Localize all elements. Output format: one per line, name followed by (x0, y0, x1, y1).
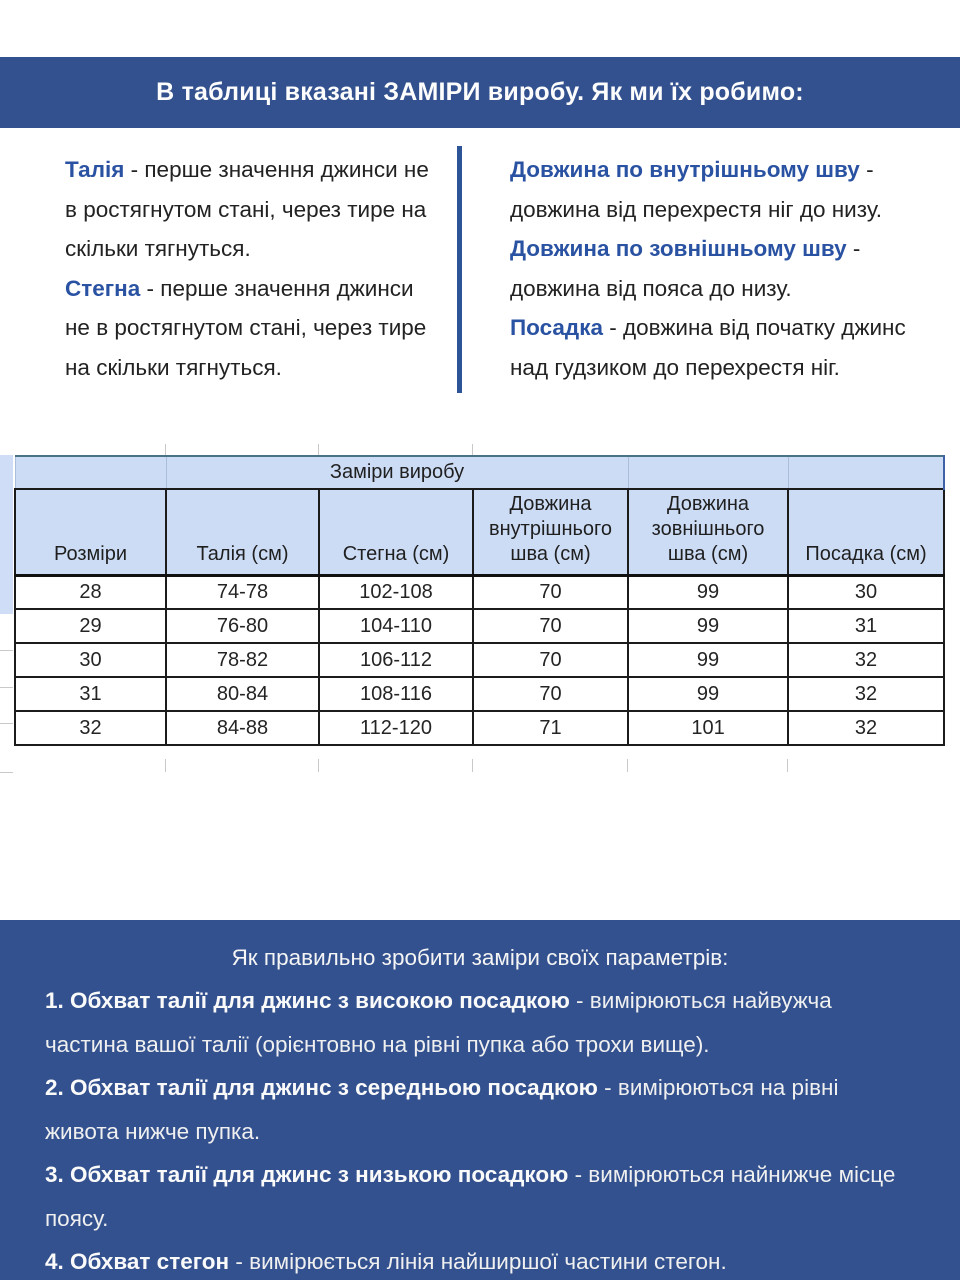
cell-inseam: 70 (473, 643, 628, 677)
footer-item-lead: 2. Обхват талії для джинс з середньою посадкою (45, 1075, 598, 1100)
header-banner (0, 57, 960, 128)
column-header-hips: Стегна (см) (319, 489, 473, 575)
footer-item-text: - вимірюється лінія найширшої частини стегон. (229, 1249, 727, 1274)
cell-inseam: 70 (473, 677, 628, 711)
definitions-right-column (510, 150, 912, 388)
cell-rise: 30 (788, 575, 944, 609)
footer-item-lead: 4. Обхват стегон (45, 1249, 230, 1274)
table-row (15, 609, 944, 643)
cell-inseam: 70 (473, 575, 628, 609)
band-cell-empty (15, 456, 166, 489)
gridline-stub (0, 723, 13, 724)
footer-item-mid-rise (45, 1066, 913, 1153)
cell-size: 30 (15, 643, 166, 677)
cell-rise: 32 (788, 711, 944, 745)
definition-text: - довжина від перехрестя ніг до низу. (510, 157, 883, 222)
definition-text: - перше значення джинси не в ростягнутом стані, через тире на скільки тягнуться. (65, 157, 429, 262)
gridline-stub (472, 759, 473, 772)
cell-waist: 78-82 (166, 643, 319, 677)
definition-term: Посадка (510, 315, 603, 341)
cell-hips: 102-108 (319, 575, 473, 609)
cell-outseam: 99 (628, 677, 788, 711)
definition-hips (65, 269, 435, 388)
column-header-inseam: Довжина внутрішнього шва (см) (473, 489, 628, 575)
cell-rise: 32 (788, 677, 944, 711)
footer-item-lead: 3. Обхват талії для джинс з низькою посадкою (45, 1162, 569, 1187)
definition-text: - довжина від пояса до низу. (510, 236, 861, 301)
cell-size: 28 (15, 575, 166, 609)
footer-item-high-rise (45, 979, 913, 1066)
cell-outseam: 99 (628, 575, 788, 609)
cell-rise: 32 (788, 643, 944, 677)
cell-waist: 84-88 (166, 711, 319, 745)
cell-outseam: 99 (628, 609, 788, 643)
definition-text: - довжина від початку джинс над гудзиком до перехрестя ніг. (510, 315, 906, 380)
definition-outseam (510, 229, 912, 308)
spreadsheet-row-header-strip (0, 455, 13, 614)
table-row (15, 677, 944, 711)
definitions-left-column (65, 150, 435, 388)
gridline-stub (165, 444, 166, 455)
cell-hips: 106-112 (319, 643, 473, 677)
gridline-stub (165, 759, 166, 772)
footer-item-text: - вимірюються найвужча частина вашої талії (орієнтовно на рівні пупка або трохи вище). (45, 988, 832, 1057)
column-header-sizes: Розміри (15, 489, 166, 575)
gridline-stub (0, 650, 13, 651)
definition-inseam (510, 150, 912, 229)
cell-outseam: 99 (628, 643, 788, 677)
definition-waist (65, 150, 435, 269)
table-row (15, 643, 944, 677)
cell-size: 31 (15, 677, 166, 711)
cell-waist: 76-80 (166, 609, 319, 643)
footer-item-text: - вимірюються на рівні живота нижче пупка. (45, 1075, 839, 1144)
table-band-title: Заміри виробу (166, 456, 628, 489)
cell-inseam: 71 (473, 711, 628, 745)
gridline-stub (318, 444, 319, 455)
size-table (14, 455, 945, 746)
cell-size: 29 (15, 609, 166, 643)
definition-text: - перше значення джинси не в ростягнутом стані, через тире на скільки тягнуться. (65, 275, 427, 380)
table-header-row (15, 489, 944, 575)
page-title: В таблиці вказані ЗАМІРИ виробу. Як ми їх робимо: (156, 78, 804, 106)
cell-waist: 74-78 (166, 575, 319, 609)
cell-size: 32 (15, 711, 166, 745)
definition-term: Довжина по зовнішньому шву (510, 236, 847, 262)
footer-item-low-rise (45, 1153, 913, 1240)
footer-item-lead: 1. Обхват талії для джинс з високою посадкою (45, 988, 570, 1013)
cell-waist: 80-84 (166, 677, 319, 711)
cell-hips: 104-110 (319, 609, 473, 643)
gridline-stub (0, 687, 13, 688)
gridline-stub (472, 444, 473, 455)
cell-outseam: 101 (628, 711, 788, 745)
column-header-waist: Талія (см) (166, 489, 319, 575)
band-cell-empty (628, 456, 788, 489)
band-cell-empty (788, 456, 944, 489)
footer-item-hips (45, 1240, 913, 1284)
table-row (15, 711, 944, 745)
gridline-stub (787, 759, 788, 772)
footer-item-text: - вимірюються найнижче місце поясу. (45, 1162, 896, 1231)
gridline-stub (0, 772, 13, 773)
cell-rise: 31 (788, 609, 944, 643)
cell-hips: 108-116 (319, 677, 473, 711)
footer-instructions (0, 920, 960, 1280)
gridline-stub (318, 759, 319, 772)
vertical-divider (457, 146, 462, 393)
gridline-stub (627, 759, 628, 772)
footer-intro: Як правильно зробити заміри своїх параметрів: (231, 945, 729, 970)
definition-term: Стегна (65, 275, 141, 301)
table-band-row (15, 456, 944, 489)
column-header-outseam: Довжина зовнішнього шва (см) (628, 489, 788, 575)
cell-hips: 112-120 (319, 711, 473, 745)
definition-rise (510, 308, 912, 387)
definition-term: Довжина по внутрішньому шву (510, 157, 860, 182)
definition-term: Талія (65, 157, 125, 182)
column-header-rise: Посадка (см) (788, 489, 944, 575)
cell-inseam: 70 (473, 609, 628, 643)
table-row (15, 575, 944, 609)
